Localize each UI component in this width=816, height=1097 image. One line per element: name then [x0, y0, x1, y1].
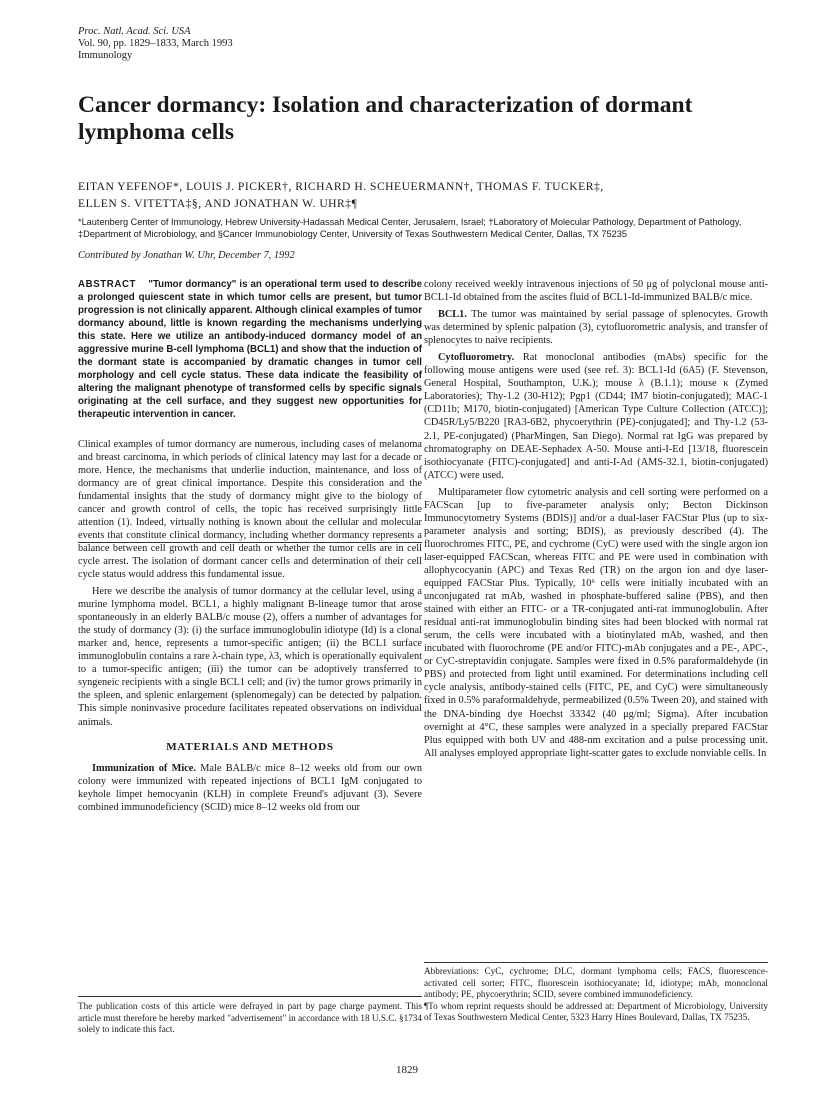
abbreviations-footnote: Abbreviations: CyC, cychrome; DLC, dormant lymphoma cells; FACS, fluorescence-activated cell sorter; FITC, fluorescein isothiocyanate; Id, idiotype; mAb, monoclonal antibody; PE, phycoerythrin; SCID, severe combined immunodeficiency. [424, 966, 768, 999]
bcl-paragraph [424, 308, 768, 347]
methods-heading: MATERIALS AND METHODS [166, 740, 334, 753]
article-title: Cancer dormancy: Isolation and characterization of dormant lymphoma cells [78, 92, 693, 145]
publication-cost-footnote: The publication costs of this article were defrayed in part by page charge payment. This article must therefore be hereby marked "advertisement" in accordance with 18 U.S.C. §1734 solely to indicate this fact. [78, 1001, 422, 1034]
cytofluorometry-heading: Cytofluorometry. [438, 352, 515, 364]
bcl-heading: BCL1. [438, 309, 467, 321]
abstract [78, 278, 422, 422]
authors-line-1: EITAN YEFENOF*, LOUIS J. PICKER†, RICHARD H. SCHEUERMANN†, THOMAS F. TUCKER‡, [78, 180, 604, 193]
right-paragraph-1: colony received weekly intravenous injections of 50 μg of polyclonal mouse anti-BCL1-Id obtained from the ascites fluid of BCL1-Id-immunized BALB/c mice. [424, 279, 768, 304]
author-list [78, 178, 778, 212]
authors-line-2: ELLEN S. VITETTA‡§, AND JONATHAN W. UHR‡¶ [78, 197, 358, 210]
bcl-text: The tumor was maintained by serial passage of splenocytes. Growth was determined by splenic palpation (3), cytofluorometric analysis, and transfer of splenocytes to naive recipients. [424, 309, 768, 347]
intro-paragraph-2: Here we describe the analysis of tumor dormancy at the cellular level, using a murine lymphoma model. BCL1, a highly malignant B-lineage tumor that arose spontaneously in an elderly BALB/c mouse (2), offers a number of advantages for the study of dormancy (3): (i) the surface immunoglobulin idiotype (Id) is a clonal marker and, hence, represents a tumor-specific antigen; (ii) the BCL1 surface immunoglobulin contains a rare λ-chain type, λ3, which is operationally equivalent to a tumor-specific antigen; (iii) the tumor can be adoptively transferred to syngeneic recipients with a single BCL1 cell; and (iv) the tumor grows primarily in the spleen, and splenic enlargement (splenomegaly) can be detected by palpation. This simple noninvasive procedure facilitates repeated observations on individual animals. [78, 586, 422, 728]
abstract-text: "Tumor dormancy" is an operational term used to describe a prolonged quiescent state in which tumor cells are present, but tumor progression is not clinically apparent. Although clinical examples of tumor dormancy abound, little is known regarding the mechanisms underlying this state. Here we utilize an antibody-induced dormancy model of an aggressive murine B-cell lymphoma (BCL1) and show that the induction of the dormant state is accompanied by dramatic changes in tumor cell morphology and cell cycle status. These data indicate the feasibility of altering the malignant phenotype of transformed cells by specific signals originating at the cell surface, and they suggest new opportunities for therapeutic intervention in cancer. [78, 279, 422, 421]
footnotes-right [424, 966, 768, 1024]
immunization-heading: Immunization of Mice. [92, 762, 196, 774]
multiparameter-paragraph: Multiparameter flow cytometric analysis and cell sorting were performed on a FACScan [up to five-parameter analysis only; Becton Dickinson Immunocytometry Systems (BDIS)] and/or a dual-laser FACStar Plus (up to six-parameter analysis and sorting; BDIS), as previously described (4). The fluorochromes FITC, PE, and cychrome (CyC) were used with the single argon ion laser-equipped FACScan, whereas FITC and PE were used in combination with allophycocyanin (APC) and Texas Red (TR) on the argon ion and dye laser-equipped FACStar Plus. Typically, 10⁶ cells were initially incubated with an unconjugated rat mAb, washed in phosphate-buffered saline (PBS), and then stained with either an FITC- or a TR-conjugated anti-rat immunoglobulin. After residual anti-rat immunoglobulin binding sites had been blocked with normal rat serum, the cells were incubated with a biotinylated mAb, washed, and then incubated with fluorochrome (PE and/or FITC)-mAb conjugates and a PE-, APC-, or CyC-streptavidin conjugate. Samples were fixed in 0.5% paraformaldehyde (in PBS) and protected from light until examined. For determinations including cell cycle analysis, antibody-stained cells (FITC, PE, and CyC) were simultaneously fixed in 0.5% paraformaldehyde, permeabilized (0.5% Tween 20), and stained with the DNA-binding dye Hoechst 33342 (40 μg/ml; Sigma). After incubation overnight at 4°C, these samples were analyzed in a specially prepared FACStar Plus equipped with both UV and 488-nm excitation and a pulse processing unit. All analyses employed appropriate light-scatter gates to exclude nonviable cells. In [424, 486, 768, 759]
immunization-paragraph [78, 762, 422, 814]
reprint-footnote: ¶To whom reprint requests should be addressed at: Department of Microbiology, University of Texas Southwestern Medical Center, 5323 Harry Hines Boulevard, Dallas, TX 75235. [424, 1000, 768, 1022]
affiliations: *Lautenberg Center of Immunology, Hebrew University-Hadassah Medical Center, Jerusalem, Israel; †Laboratory of Molecular Pathology, Department of Pathology, ‡Department of Microbiology, and §Cancer Immunobiology Center, University of Texas Southwestern Medical Center, Dallas, TX 75235 [78, 217, 742, 239]
journal-volume: Vol. 90, pp. 1829–1833, March 1993 [78, 38, 233, 49]
cytofluorometry-text: Rat monoclonal antibodies (mAbs) specific for the following mouse antigens were used (see ref. 3): BCL1-Id (6A5) (F. Stevenson, General Hospital, Southampton, U.K.); mouse λ (B.1.1); mouse κ (Zymed Laboratories); Thy-1.2 (30-H12); Pgp1 (CD44; IM7 biotin-conjugated); MAC-1 (CD11b; M170, biotin-conjugated) [American Type Culture Collection (ATCC)]; CD45R/Ly5/B220 [RA3-6B2, phycoerythrin (PE)-conjugated]; and Thy-1.2 (53-2.1, PE-conjugated) (PharMingen, San Diego). Normal rat IgG was prepared by chromatography on DEAE-Sephadex A-50. Mouse anti-I-Ed [13/18, fluorescein isothiocyanate (FITC)-conjugated] and anti-I-Ad (AMS-32.1, biotin-conjugated) (ATCC) were used. [424, 352, 768, 481]
cytofluorometry-paragraph [424, 351, 768, 481]
footnote-rule-right [424, 962, 768, 963]
journal-section: Immunology [78, 50, 133, 61]
right-column [424, 278, 768, 760]
page-number: 1829 [396, 1064, 418, 1076]
contributed-by: Contributed by Jonathan W. Uhr, December 7, 1992 [78, 250, 295, 261]
intro-paragraph-1: Clinical examples of tumor dormancy are numerous, including cases of melanoma and breast carcinoma, in which periods of clinical latency may last for a decade or more. Hence, the mechanisms that underlie induction, maintenance, and loss of dormancy are of great clinical importance. Despite this consideration and the fundamental insights that the study of dormancy might give to the biology of cancer and growth control of cells, the topic has received surprisingly little attention (1). Indeed, virtually nothing is known about the cellular and molecular events that constitute clinical dormancy, including whether dormancy represents a balance between cell growth and cell death or whether the tumor cells are in cell cycle arrest. The isolation of dormant cancer cells and determination of their cell cycle status would address this fundamental issue. [78, 438, 422, 580]
journal-header [78, 26, 233, 62]
abstract-label: ABSTRACT [78, 279, 137, 290]
footnote-rule-left [78, 996, 422, 997]
left-column [78, 278, 422, 814]
journal-name: Proc. Natl. Acad. Sci. USA [78, 26, 191, 37]
immunization-text: Male BALB/c mice 8–12 weeks old from our own colony were immunized with repeated injections of BCL1 IgM conjugated to keyhole limpet hemocyanin (KLH) in complete Freund's adjuvant (3). Severe combined immunodeficiency (SCID) mice 8–12 weeks old from our [78, 762, 422, 813]
abstract-rule [78, 542, 422, 543]
